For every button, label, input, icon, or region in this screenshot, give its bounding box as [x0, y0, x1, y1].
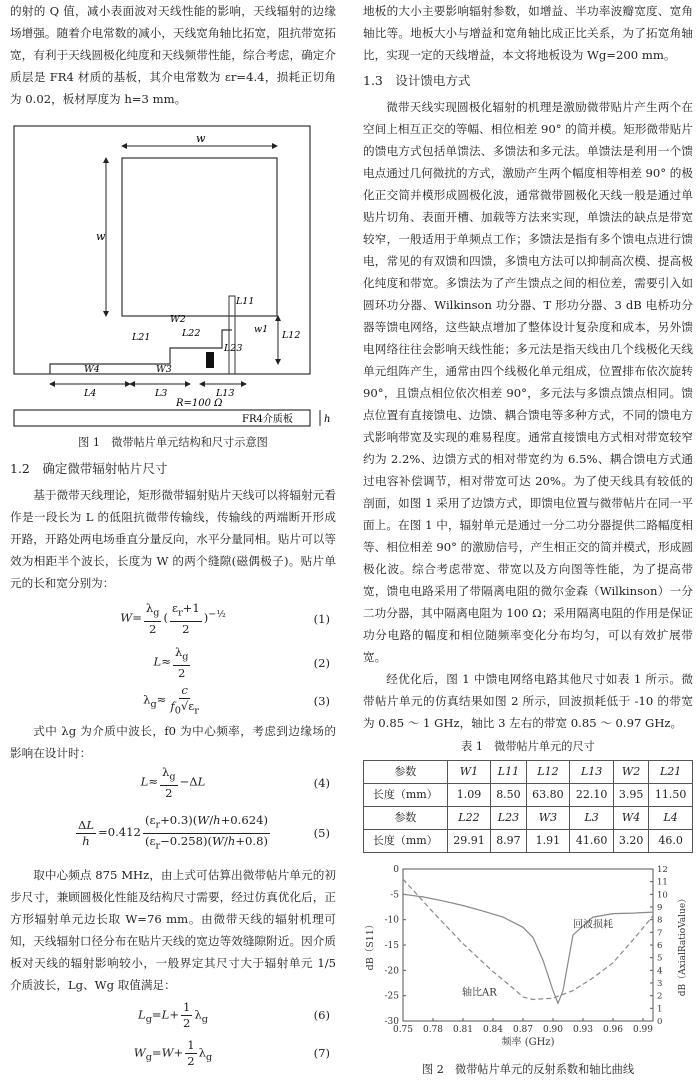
table-header-cell: 参数	[364, 761, 448, 784]
equation-number: (3)	[313, 694, 330, 708]
figure-1-caption: 图 1 微带帖片单元结构和尺寸示意图	[78, 436, 268, 449]
table-1-caption: 表 1 微带帖片单元的尺寸	[461, 740, 595, 753]
resistor-label: R=100 Ω	[176, 398, 223, 406]
y2-tick-label: 0	[657, 1017, 663, 1027]
table-row	[364, 784, 693, 807]
paragraph: 取中心频点 875 MHz，由上式可估算出微带帖片单元的初步尺寸，兼顾圆极化性能及结构尺寸需要，经过仿真优化后，正方形辐射单元边长取 W=76 mm。由微带天线的辐射机理可知，天线辐射口径分布在贴片天线的宽边等效缝隙附近。因介质板对天线的辐射影响较小，一般界定其尺寸大于辐射单元 1/5 介质波长，Lg、Wg 取值满足：	[10, 868, 336, 992]
table-cell: L23	[491, 807, 526, 830]
y-tick-label: -10	[384, 915, 399, 926]
y2-tick-label: 7	[657, 928, 663, 939]
ground-board	[14, 126, 310, 374]
table-cell: W4	[613, 807, 648, 830]
y2-tick-label: 9	[657, 903, 663, 913]
x-tick-label: 0.81	[452, 1025, 474, 1035]
equation-number: (1)	[313, 612, 330, 626]
dim-label-L3: L3	[155, 388, 168, 399]
table-cell: 8.97	[491, 830, 526, 853]
table-row	[364, 761, 693, 784]
y2-tick-label: 1	[657, 1004, 663, 1015]
figure-1	[10, 116, 336, 406]
dim-label-W3: W3	[156, 364, 172, 375]
equation-number: (7)	[313, 1046, 330, 1060]
table-cell: L21	[649, 761, 693, 784]
y2-tick-label: 5	[657, 953, 663, 964]
left-column	[10, 0, 336, 1072]
dim-label-L12: L12	[282, 330, 301, 341]
table-cell: W2	[613, 761, 648, 784]
equation-7: $W_g=W+$ $\frac{1}{2}$ $\lambda_g$ (7)	[133, 1037, 330, 1068]
y2-axis-label: dB（AxialRatioValue）	[678, 893, 688, 997]
x-axis-label: 频率 (GHz)	[501, 1037, 555, 1048]
x-tick-label: 0.78	[422, 1025, 444, 1035]
table-cell: 41.60	[570, 830, 614, 853]
dimension-table	[363, 760, 693, 853]
y-axis-label: dB（S11）	[365, 919, 376, 971]
x-tick-label: 0.90	[542, 1025, 564, 1035]
figure-2	[363, 861, 693, 1057]
table-cell: 29.91	[447, 830, 491, 853]
axial-ratio-curve	[403, 879, 653, 999]
dim-label-L4: L4	[84, 388, 97, 399]
s11-axial-ratio-chart	[363, 861, 693, 1057]
y-tick-label: -20	[384, 966, 399, 977]
table-header-cell: 长度（mm）	[364, 830, 448, 853]
y2-tick-label: 3	[657, 979, 663, 989]
y-tick-label: -5	[390, 890, 399, 901]
paragraph: 的射的 Q 值，减小表面波对天线性能的影响，天线辐射的边缘场增强。随着介电常数的减小，天线宽角轴比拓宽，阻抗带宽拓宽，有利于天线圆极化纯度和天线频带性能，综合考虑，确定介质层是 FR4 材质的基板，其介电常数为 εr=4.4，损耗正切角为 0.02，板材厚度为 h=3 mm。	[10, 4, 336, 106]
plot-frame	[403, 869, 653, 1021]
table-cell: 3.95	[613, 784, 648, 807]
dim-label-L22: L22	[182, 328, 201, 339]
y-tick-label: -30	[384, 1017, 399, 1027]
fr4-label: FR4介质板	[242, 414, 293, 425]
equation-number: (5)	[313, 826, 330, 840]
table-cell: W1	[447, 761, 491, 784]
fr4-profile	[10, 406, 336, 430]
x-tick-label: 0.84	[482, 1025, 504, 1035]
dim-label-w1: w1	[254, 324, 269, 335]
equation-number: (2)	[313, 656, 330, 670]
dim-label-W2: W2	[170, 314, 186, 325]
table-header-cell: 长度（mm）	[364, 784, 448, 807]
paragraph: 式中 λg 为介质中波长，f0 为中心频率，考虑到边缘场的影响在设计时：	[10, 724, 336, 760]
equation-1: W= $\frac{\lambda_g}{2}$ ( $\frac{\varepsilon_r+1}{2}$ )$^{-\frac{1}{2}}$ (1)	[120, 601, 330, 636]
section-heading-1-3: 1.3 设计馈电方式	[363, 73, 471, 88]
x-tick-label: 0.87	[512, 1025, 534, 1035]
dim-label-L23: L23	[224, 343, 243, 354]
paragraph: 微带天线实现圆极化辐射的机理是激励微带贴片产生两个在空间上相互正交的等幅、相位相差 90° 的简并模。矩形微带贴片的馈电方式包括单馈法、多馈法和多元法。单馈法是利用一个馈电点通过几何微扰的方式，激励产生两个幅度相等相差 90° 的极化正交简并模形成圆极化波，通常微带圆极化天线一般是通过单贴片切角、表面开槽、加载等方法来实现，单馈法的缺点是带宽较窄，一般适用于单频点工作；多馈法是指有多个馈电点进行馈电，常见的有双馈和四馈，多馈电方法可以抑制高次模、提高极化纯度和带宽。多馈法为了产生馈点之间的相位差，需要引入如圆环功分器、Wilkinson 功分器、T 形功分器、3 dB 电桥功分器等馈电网络，这些缺点增加了整体设计复杂度和成本，另外馈电网络往往会影响天线性能；多元法是指天线由几个线极化天线单元组阵产生，通常由四个线极化单元组成，位置排布依次旋转 90°，且馈点相位依次相差 90°，多元法与多馈点馈点相同。馈点位置有直接馈电、边馈、耦合馈电等多种方式，不同的馈电方式影响带宽及实现的难易程度。通常直接馈电方式相对带宽较窄约为 2.2%、边馈方式的相对带宽约为 6.5%、耦合馈电方式通过电容补偿调节，相对带宽可达 20%。为了使天线具有较低的剖面，如图 1 采用了边馈方式，即馈电位置与微带帖片在同一平面上。在图 1 中，辐射单元是通过一分二功分器提供二路幅度相等、相位相差 90° 的激励信号，产生相正交的简并模式，形成圆极化波。综合考虑带宽、带宽以及方向图等性能，为了提高带宽，馈电电路采用了带隔离电阻的微尔金森（Wilkinson）一分二功分器，其中隔离电阻为 100 Ω；采用隔离电阻的作用是保证功分电路的幅度和相位随频率变化分布均匀，可以有效扩展带宽。	[363, 100, 693, 664]
table-row	[364, 807, 693, 830]
dim-label-w-top: w	[196, 132, 206, 145]
table-cell: L22	[447, 807, 491, 830]
x-tick-label: 0.75	[392, 1025, 414, 1035]
y2-tick-label: 6	[657, 941, 663, 951]
table-header-cell: 参数	[364, 807, 448, 830]
equation-2: L≈ $\frac{\lambda_g}{2}$ (2)	[153, 645, 330, 680]
y2-tick-label: 12	[657, 865, 668, 875]
table-cell: 1.91	[526, 830, 570, 853]
equation-number: (4)	[313, 776, 330, 790]
table-cell: L13	[570, 761, 614, 784]
paragraph: 基于微带天线理论，矩形微带辐射贴片天线可以将辐射元看作是一段长为 L 的低阻抗微带传输线，传输线的两端断开形成开路，开路处两电场垂直分量反向，水平分量同相。贴片可以等效为相距半个波长，长度为 W 的两个缝隙(磁偶极子)。贴片单元的长和宽分别为：	[10, 488, 336, 590]
table-cell: 22.10	[570, 784, 614, 807]
x-tick-label: 0.96	[602, 1025, 624, 1035]
table-cell: 63.80	[526, 784, 570, 807]
dim-label-h: h	[324, 414, 331, 425]
y-tick-label: -25	[384, 991, 399, 1002]
equation-6: $L_g=L+$ $\frac{1}{2}$ $\lambda_g$ (6)	[138, 999, 330, 1030]
x-tick-label: 0.93	[572, 1025, 594, 1035]
table-cell: L11	[491, 761, 526, 784]
equation-4: L≈ $\frac{\lambda_g}{2}$ −ΔL (4)	[140, 765, 330, 800]
equation-5: $\frac{\Delta L}{h}$ =0.412 $\frac{(\varepsilon_r+0.3)(W/h+0.624)}{(\varepsilon_r-0.258)(W/h+0.8)}$ (5)	[77, 813, 330, 851]
table-cell: 1.09	[447, 784, 491, 807]
series-label-axial-ratio: 轴比AR	[462, 987, 497, 999]
dim-label-w-side: w	[96, 230, 106, 243]
y2-tick-label: 2	[657, 991, 663, 1002]
table-cell: 8.50	[491, 784, 526, 807]
figure-2-caption: 图 2 微带帖片单元的反射系数和轴比曲线	[421, 1063, 635, 1076]
y2-tick-label: 10	[657, 890, 668, 901]
dim-label-W4: W4	[84, 364, 100, 375]
table-cell: 46.0	[649, 830, 693, 853]
table-cell: W3	[526, 807, 570, 830]
y2-tick-label: 8	[657, 915, 663, 926]
y-tick-label: -15	[384, 941, 399, 951]
equation-3: $\lambda_g\approx$ $\frac{c}{f_0√\varepsilon_r}$ (3)	[143, 683, 330, 717]
y-tick-label: 0	[393, 865, 399, 875]
isolation-resistor	[206, 352, 214, 368]
return-loss-curve	[403, 894, 653, 1003]
table-cell: L3	[570, 807, 614, 830]
y2-tick-label: 4	[657, 966, 663, 977]
x-tick-label: 0.99	[632, 1025, 654, 1035]
table-cell: 3.20	[613, 830, 648, 853]
series-label-return-loss: 回波损耗	[573, 919, 613, 931]
antenna-structure-diagram	[10, 116, 336, 406]
paragraph: 经优化后，图 1 中馈电网络电路其他尺寸如表 1 所示。微带帖片单元的仿真结果如图 2 所示，回波损耗低于 -10 的带宽为 0.85 ～ 1 GHz，轴比 3 左右的带宽 0.85 ～ 0.97 GHz。	[363, 672, 693, 730]
section-heading-1-2: 1.2 确定微带辐射帖片尺寸	[10, 461, 168, 476]
y2-tick-label: 11	[657, 877, 668, 888]
right-column	[363, 0, 693, 1083]
table-cell: 11.50	[649, 784, 693, 807]
paragraph: 地板的大小主要影响辐射参数，如增益、半功率波瓣宽度、宽角轴比等。地板大小与增益和宽角轴比成正比关系，为了拓宽角轴比，实现一定的天线增益，本文将地板设为 Wg=200 mm。	[363, 4, 693, 62]
feed-right	[229, 296, 235, 374]
dim-label-L21: L21	[132, 332, 151, 343]
table-cell: L12	[526, 761, 570, 784]
table-row	[364, 830, 693, 853]
dim-label-L13: L13	[216, 388, 235, 399]
dim-label-L11: L11	[236, 296, 255, 307]
radiating-patch	[122, 158, 277, 316]
table-cell: L4	[649, 807, 693, 830]
equation-number: (6)	[313, 1008, 330, 1022]
